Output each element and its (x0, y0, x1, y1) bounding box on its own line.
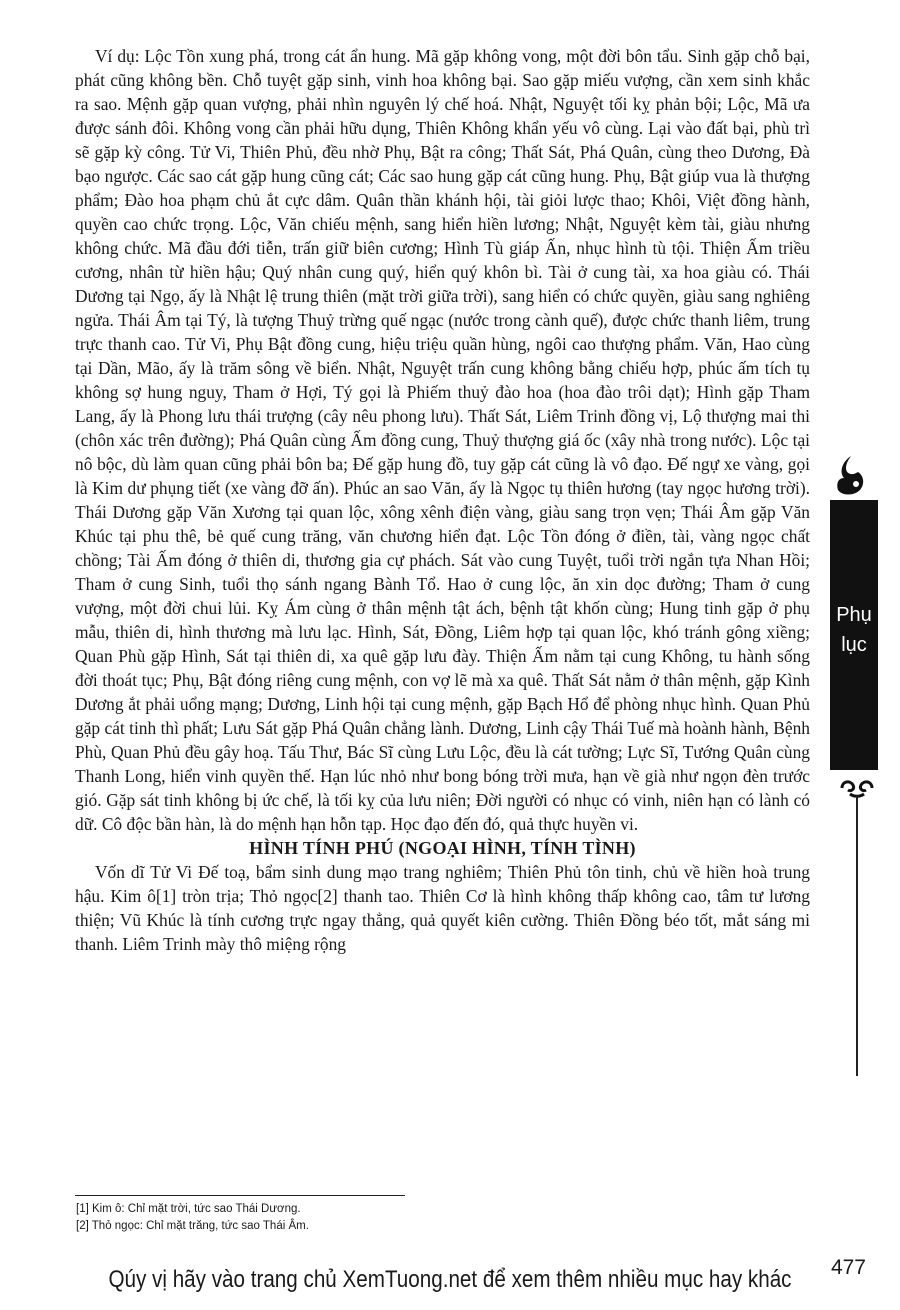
section-heading: HÌNH TÍNH PHÚ (NGOẠI HÌNH, TÍNH TÌNH) (249, 838, 636, 858)
appendix-side-tab (830, 500, 878, 770)
side-tab-label-2: lục (841, 634, 867, 656)
footnotes (76, 1201, 576, 1235)
yin-yang-icon (834, 454, 866, 496)
footnote-divider (75, 1195, 405, 1196)
footnote-1: [1] Kim ô: Chỉ mặt trời, tức sao Thái Dương. (76, 1203, 301, 1215)
footer-text-after: để xem thêm nhiều mục hay khác (477, 1266, 792, 1293)
paragraph-2: Vốn dĩ Tử Vi Đế toạ, bẩm sinh dung mạo trang nghiêm; Thiên Phủ tôn tinh, chủ về hiền hoà trung hậu. Kim ô[1] tròn trịa; Thỏ ngọc[2] thanh tao. Thiên Cơ là hình không thấp không cao, tâm tư lương thiện; Vũ Khúc là tính cương trực ngay thẳng, quả quyết kiên cường. Thiên Đồng béo tốt, mắt sáng mi thanh. Liêm Trinh mày thô miệng rộng (75, 862, 810, 954)
footer-banner (63, 1266, 837, 1294)
scroll-ornament-icon (838, 776, 876, 798)
side-vertical-line (856, 796, 858, 1076)
main-text (75, 44, 810, 956)
side-tab-label-1: Phụ (836, 604, 872, 626)
page-number: 477 (830, 1256, 866, 1279)
footer-text-before: Qúy vị hãy vào trang chủ (108, 1266, 343, 1293)
footer-site-link[interactable]: XemTuong.net (342, 1266, 478, 1293)
footnote-2: [2] Thỏ ngọc: Chỉ mặt trăng, tức sao Thái Âm. (76, 1220, 309, 1232)
paragraph-1: Ví dụ: Lộc Tồn xung phá, trong cát ẩn hung. Mã gặp không vong, một đời bôn tẩu. Sinh gặp chỗ bại, phát cũng không bền. Chỗ tuyệt gặp sinh, vinh hoa không bại. Sao gặp miếu vượng, cần xem sinh khắc ra sao. Mệnh gặp quan vượng, phải nhìn nguyên lý chế hoá. Nhật, Nguyệt tối kỵ phản bội; Lộc, Mã ưa được sánh đôi. Không vong cần phải hữu dụng, Thiên Không khẩn yếu vô cùng. Lại vào đất bại, phù trì sẽ gặp kỳ công. Tử Vi, Thiên Phủ, đều nhờ Phụ, Bật ra công; Thất Sát, Phá Quân, cùng theo Dương, Đà bạo ngược. Các sao cát gặp hung cũng cát; Các sao hung gặp cát cũng hung. Phụ, Bật giúp vua là thượng phẩm; Đào hoa phạm chủ ắt cực dâm. Quân thần khánh hội, tài giỏi lược thao; Khôi, Việt đồng hành, quyền cao chức trọng. Lộc, Văn chiếu mệnh, sang hiển hiền lương; Nhật, Nguyệt kèm tài, giàu nhưng không chức. Mã đầu đới tiễn, trấn giữ biên cương; Hình Tù giáp Ấn, nhục hình tù tội. Thiện Ấm triều cương, nhân từ hiền hậu; Quý nhân cung quý, hiển quý khôn bì. Tài ở cung tài, xa hoa giàu có. Thái Dương tại Ngọ, ấy là Nhật lệ trung thiên (mặt trời giữa trời), sang hiển có chức quyền, giàu sang nghiêng ngửa. Thái Âm tại Tý, là tượng Thuỷ trừng quế ngạc (nước trong cành quế), được chức thanh liêm, trung trực thanh cao. Tử Vi, Phụ Bật đồng cung, hiệu triệu quần hùng, ngôi cao thượng phẩm. Văn, Hao cùng tại Dần, Mão, ấy là trăm sông về biển. Nhật, Nguyệt trấn cung không bằng chiếu hợp, phúc ấm tích tụ không sợ hung nguy, Tham ở Hợi, Tý gọi là Phiếm thuỷ đào hoa (hoa đào trôi dạt); Hình gặp Tham Lang, ấy là Phong lưu thái trượng (cây nêu phong lưu). Thất Sát, Liêm Trinh đồng vị, Lộ thượng mai thi (chôn xác trên đường); Phá Quân cùng Ấm đồng cung, Thuỷ thượng giá ốc (xây nhà trong nước). Lộc tại nô bộc, dù làm quan cũng phải bôn ba; Đế gặp hung đồ, tuy gặp cát cũng là vô đạo. Đế ngự xe vàng, gọi là Kim dư phụng tiết (xe vàng đỡ ấn). Phúc an sao Văn, ấy là Ngọc tụ thiên hương (tay ngọc hương trời). Thái Dương gặp Văn Xương tại quan lộc, xông xênh điện vàng, giàu sang trọn vẹn; Thái Âm gặp Văn Khúc tại phu thê, bẻ quế cung trăng, văn chương hiển đạt. Lộc Tồn đóng ở điền, tài, vàng ngọc chất chồng; Tài Ấm đóng ở thiên di, thương gia cự phách. Sát vào cung Tuyệt, tuổi trời ngắn tựa Nhan Hồi; Tham ở cung Sinh, tuổi thọ sánh ngang Bành Tổ. Hao ở cung lộc, ăn xin dọc đường; Tham ở cung vượng, một đời chui lủi. Kỵ Ám cùng ở thân mệnh tật ách, bệnh tật khốn cùng; Hung tinh gặp ở phụ mẫu, thiên di, hình thương mà lưu lạc. Hình, Sát, Đồng, Liêm hợp tại quan lộc, khó tránh gông xiềng; Quan Phù gặp Hình, Sát tại thiên di, xa quê gặp lưu đày. Thiện Ấm nằm tại cung Không, tu hành sống đời thoát tục; Phụ, Bật đóng riêng cung mệnh, con vợ lẽ mà xa quê. Thất Sát nằm ở thân mệnh, gặp Kình Dương ắt phải uổng mạng; Dương, Linh hội tại cung mệnh, gặp Bạch Hổ để phòng nhục hình. Quan Phủ gặp cát tinh thì phất; Lưu Sát gặp Phá Quân chẳng lành. Dương, Linh cậy Thái Tuế mà hoành hành, Bệnh Phù, Quan Phủ đều gây hoạ. Tấu Thư, Bác Sĩ cùng Lưu Lộc, đều là cát tường; Lực Sĩ, Tướng Quân cùng Thanh Long, hiển vinh quyền thế. Hạn lúc nhỏ như bong bóng trời mưa, hạn về già như ngọn đèn trước gió. Gặp sát tinh không bị ức chế, là tối kỵ của lưu niên; Đời người có nhục có vinh, niên hạn có lành có dữ. Cô độc bần hàn, là do mệnh hạn hỗn tạp. Học đạo đến đó, quả thực huyền vi. (75, 46, 810, 834)
